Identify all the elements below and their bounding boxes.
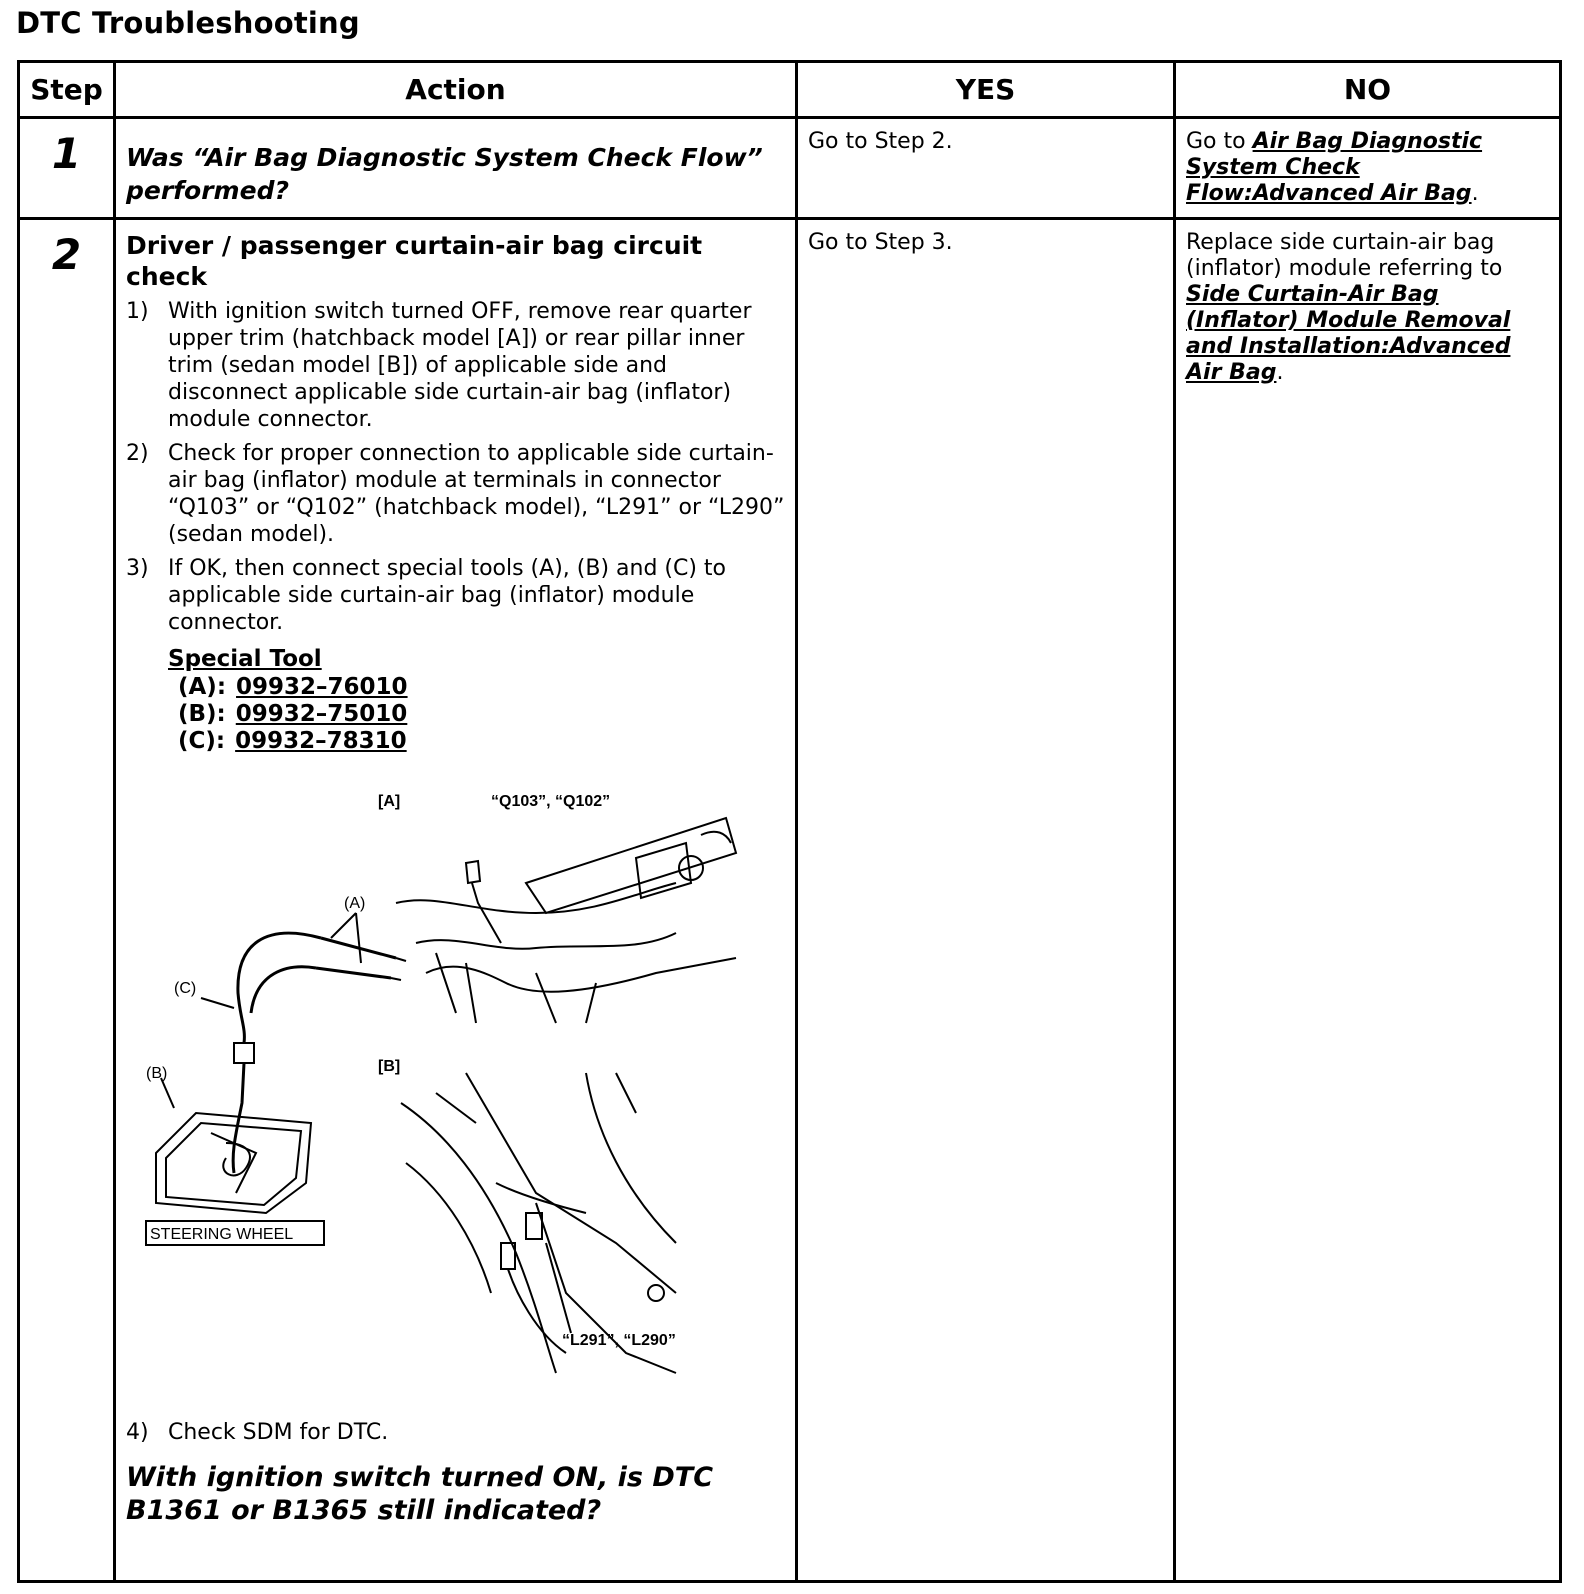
tool-c-label: (C) — [174, 980, 197, 997]
list-item — [126, 440, 785, 548]
connector-a-label: “Q103”, “Q102” — [491, 793, 611, 810]
list-item — [126, 555, 785, 636]
item-text: Check SDM for DTC. — [168, 1420, 389, 1445]
view-b-label: [B] — [378, 1058, 401, 1075]
table-row — [19, 219, 1561, 1582]
item-number: 2) — [126, 441, 149, 466]
header-row — [19, 62, 1561, 118]
procedure-list — [116, 298, 795, 636]
page-title: DTC Troubleshooting — [16, 6, 360, 40]
special-tool-title: Special Tool — [168, 646, 322, 672]
tool-b-label: (B) — [146, 1065, 168, 1082]
no-text — [1176, 119, 1559, 207]
step-cell — [19, 219, 115, 1582]
header-step: Step — [19, 62, 115, 118]
table-row — [19, 118, 1561, 219]
list-item — [126, 298, 785, 433]
no-prefix: Replace side curtain-air bag (inflator) module referring to — [1186, 230, 1503, 281]
step-question: With ignition switch turned ON, is DTC B1361 or B1365 still indicated? — [126, 1462, 714, 1526]
no-suffix: . — [1471, 181, 1479, 206]
tool-row — [178, 674, 795, 701]
tool-row — [178, 701, 795, 728]
no-prefix: Go to — [1186, 129, 1253, 154]
yes-cell — [797, 118, 1175, 219]
item-text: With ignition switch turned OFF, remove rear quarter upper trim (hatchback model [A]) or rear pillar inner trim (sedan model [B]) of applicable side and disconnect applicable side curtain-air bag (inflator) module connector. — [168, 299, 752, 432]
steering-wheel-label: STEERING WHEEL — [150, 1226, 294, 1243]
yes-text: Go to Step 3. — [808, 230, 953, 255]
header-action: Action — [115, 62, 797, 118]
connection-diagram — [116, 773, 795, 1413]
connector-b-label: “L291”, “L290” — [562, 1332, 676, 1349]
tool-label: (B): — [178, 701, 226, 727]
header-yes: YES — [797, 62, 1175, 118]
hatchback-view-illustration — [396, 818, 736, 1023]
header-no: NO — [1175, 62, 1561, 118]
no-cell — [1175, 219, 1561, 1582]
action-cell — [115, 118, 797, 219]
tool-a-label: (A) — [344, 895, 366, 912]
step-number: 1 — [51, 129, 82, 178]
tool-row — [178, 728, 795, 755]
tool-label: (A): — [178, 674, 227, 700]
side-curtain-air-bag-removal-link[interactable]: Side Curtain-Air Bag (Inflator) Module Removal and Installation:Advanced Air Bag — [1186, 282, 1511, 385]
tool-part-link[interactable]: 09932–75010 — [235, 701, 408, 727]
tool-part-link[interactable]: 09932–78310 — [235, 728, 407, 754]
item-number: 3) — [126, 556, 149, 581]
item-number: 1) — [126, 299, 149, 324]
view-a-label: [A] — [378, 793, 401, 810]
special-tool-block — [168, 644, 795, 755]
action-title: Driver / passenger curtain-air bag circuit check — [126, 231, 703, 291]
sedan-view-illustration — [401, 1073, 676, 1373]
air-bag-check-flow-link[interactable]: Air Bag Diagnostic System Check Flow:Advanced Air Bag — [1186, 129, 1483, 206]
item-number: 4) — [126, 1420, 149, 1445]
no-cell — [1175, 118, 1561, 219]
procedure-list — [116, 1419, 795, 1446]
list-item — [126, 1419, 785, 1446]
step-cell — [19, 118, 115, 219]
item-text: If OK, then connect special tools (A), (B) and (C) to applicable side curtain-air bag (inflator) module connector. — [168, 556, 727, 635]
no-suffix: . — [1276, 360, 1284, 385]
special-tools-illustration — [146, 913, 406, 1245]
tool-label: (C): — [178, 728, 226, 754]
troubleshooting-table — [17, 60, 1562, 1583]
yes-text: Go to Step 2. — [808, 129, 953, 154]
step-number: 2 — [51, 230, 82, 279]
item-text: Check for proper connection to applicable side curtain-air bag (inflator) module at terminals in connector “Q103” or “Q102” (hatchback model), “L291” or “L290” (sedan model). — [168, 441, 785, 547]
tool-part-link[interactable]: 09932–76010 — [236, 674, 408, 700]
step-question: Was “Air Bag Diagnostic System Check Flow” performed? — [126, 143, 763, 205]
no-text — [1176, 220, 1559, 386]
yes-cell — [797, 219, 1175, 1582]
action-cell — [115, 219, 797, 1582]
